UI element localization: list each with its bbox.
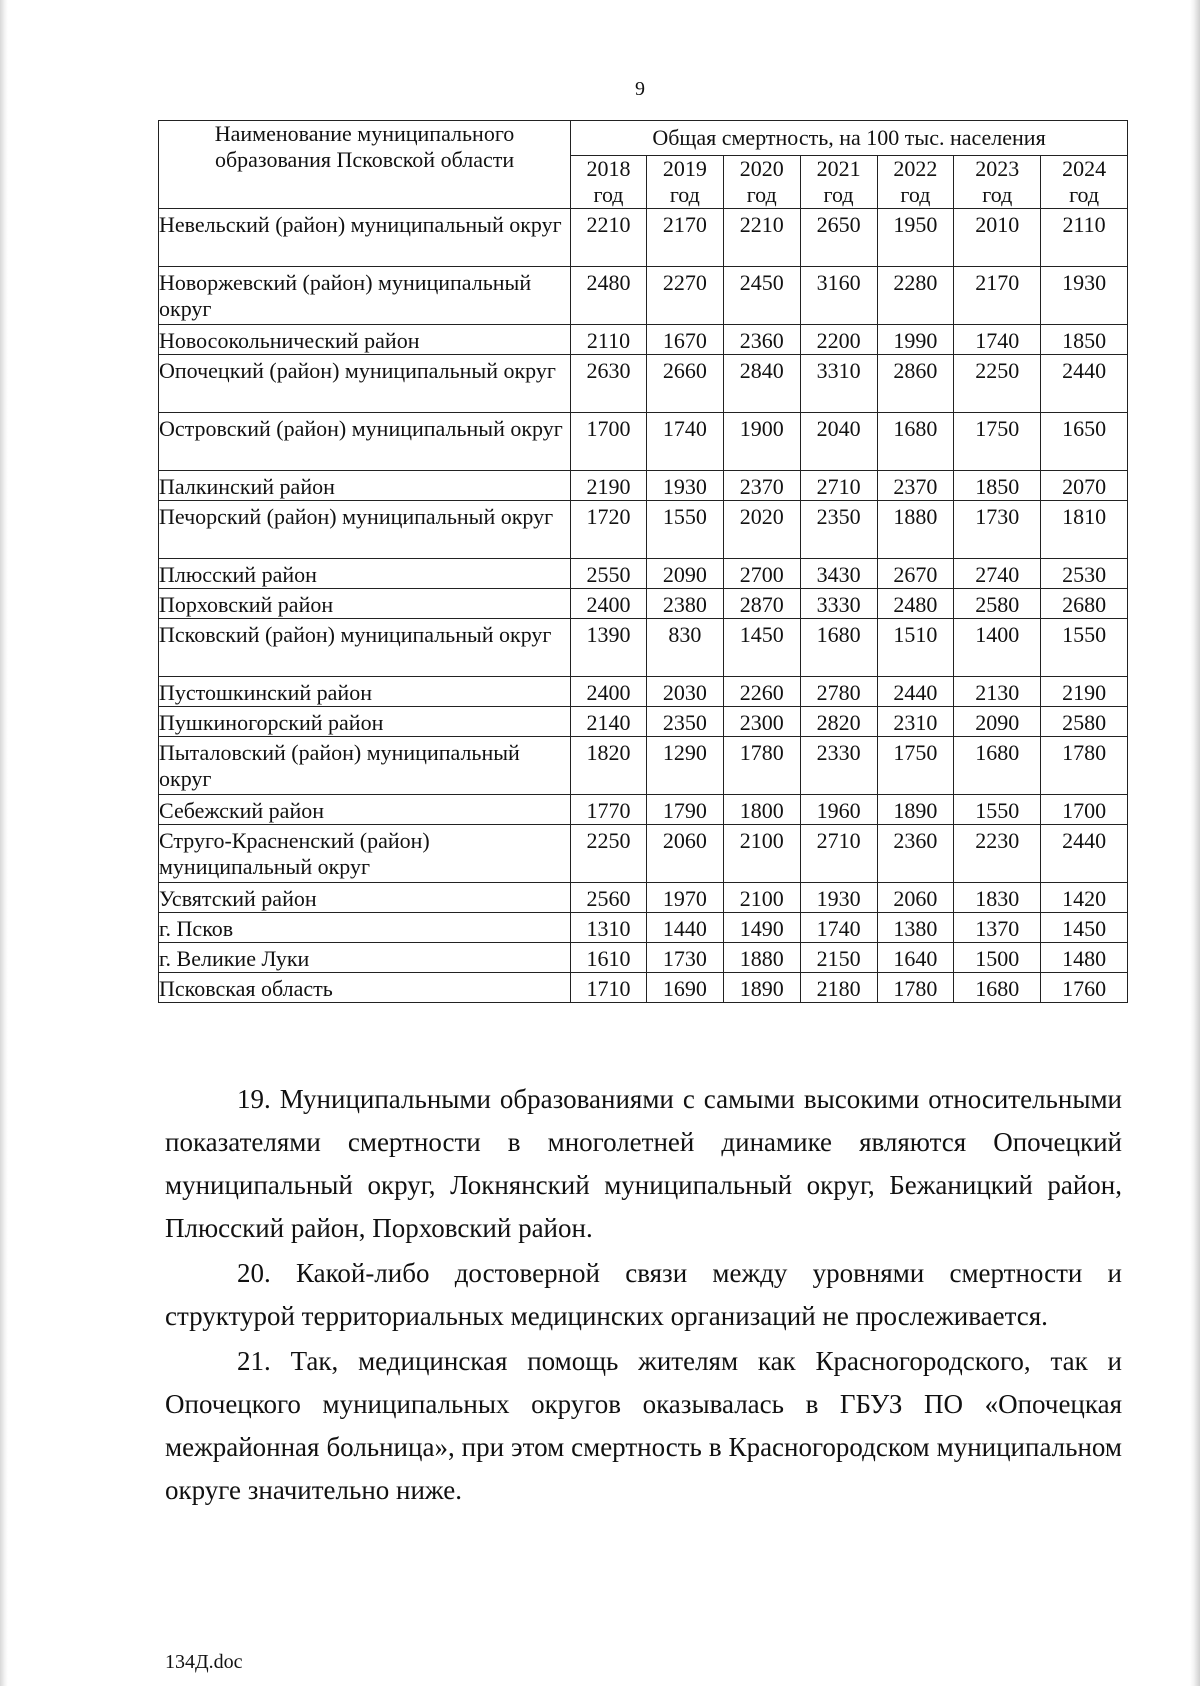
mortality-value-2019: 1730 bbox=[646, 943, 723, 973]
mortality-value-2020: 2260 bbox=[723, 677, 800, 707]
table-row bbox=[159, 619, 1128, 677]
mortality-value-2023: 2250 bbox=[954, 355, 1041, 413]
paragraph-21: 21. Так, медицинская помощь жителям как Красногородского, так и Опочецкого муниципальных округов оказывалась в ГБУЗ ПО «Опочецкая межрайонная больница», при этом смертность в Красногородском муниципальном округе значительно ниже. bbox=[165, 1346, 1122, 1505]
scan-edge-right bbox=[1190, 0, 1200, 1686]
year-suffix: год bbox=[1069, 182, 1100, 207]
municipality-name: Опочецкий (район) муниципальный округ bbox=[159, 355, 571, 413]
mortality-value-2018: 2560 bbox=[571, 883, 647, 913]
mortality-value-2019: 1690 bbox=[646, 973, 723, 1003]
mortality-value-2019: 2060 bbox=[646, 825, 723, 883]
mortality-value-2019: 1550 bbox=[646, 501, 723, 559]
municipality-name: Псковская область bbox=[159, 973, 571, 1003]
mortality-value-2018: 1700 bbox=[571, 413, 647, 471]
mortality-value-2020: 2700 bbox=[723, 559, 800, 589]
paragraph-19: 19. Муниципальными образованиями с самыми высокими относительными показателями смертности в многолетней динамике являются Опочецкий муниципальный округ, Локнянский муниципальный округ, Бежаницкий район, Плюсский район, Порховский район. bbox=[165, 1084, 1122, 1243]
mortality-value-2019: 2030 bbox=[646, 677, 723, 707]
mortality-value-2019: 1930 bbox=[646, 471, 723, 501]
year-label: 2020 bbox=[739, 156, 784, 181]
mortality-value-2018: 2140 bbox=[571, 707, 647, 737]
mortality-value-2020: 2840 bbox=[723, 355, 800, 413]
table-row bbox=[159, 559, 1128, 589]
mortality-value-2020: 1890 bbox=[723, 973, 800, 1003]
table-row bbox=[159, 883, 1128, 913]
mortality-value-2024: 1420 bbox=[1041, 883, 1128, 913]
mortality-value-2018: 2210 bbox=[571, 209, 647, 267]
mortality-value-2022: 1380 bbox=[877, 913, 954, 943]
mortality-value-2023: 1680 bbox=[954, 737, 1041, 795]
mortality-value-2022: 2310 bbox=[877, 707, 954, 737]
mortality-value-2020: 2300 bbox=[723, 707, 800, 737]
table-row bbox=[159, 737, 1128, 795]
mortality-value-2019: 2170 bbox=[646, 209, 723, 267]
mortality-value-2022: 2060 bbox=[877, 883, 954, 913]
mortality-value-2019: 2270 bbox=[646, 267, 723, 325]
table-row bbox=[159, 355, 1128, 413]
mortality-value-2021: 2330 bbox=[800, 737, 877, 795]
mortality-value-2022: 2860 bbox=[877, 355, 954, 413]
mortality-value-2024: 1930 bbox=[1041, 267, 1128, 325]
page-number: 9 bbox=[635, 78, 645, 100]
year-header-2019 bbox=[646, 156, 723, 209]
mortality-value-2021: 2710 bbox=[800, 825, 877, 883]
mortality-value-2021: 1680 bbox=[800, 619, 877, 677]
name-column-header: Наименование муниципального образования Псковской области bbox=[159, 121, 571, 209]
table-row bbox=[159, 589, 1128, 619]
mortality-value-2019: 1440 bbox=[646, 913, 723, 943]
year-suffix: год bbox=[593, 182, 624, 207]
paragraph-20: 20. Какой-либо достоверной связи между уровнями смертности и структурой территориальных медицинских организаций не прослеживается. bbox=[165, 1258, 1122, 1331]
mortality-value-2023: 2740 bbox=[954, 559, 1041, 589]
mortality-value-2020: 2100 bbox=[723, 883, 800, 913]
municipality-name: Пустошкинский район bbox=[159, 677, 571, 707]
year-suffix: год bbox=[746, 182, 777, 207]
table-row bbox=[159, 325, 1128, 355]
mortality-value-2018: 2480 bbox=[571, 267, 647, 325]
table-row bbox=[159, 825, 1128, 883]
mortality-value-2022: 1680 bbox=[877, 413, 954, 471]
mortality-value-2022: 1750 bbox=[877, 737, 954, 795]
mortality-value-2024: 2580 bbox=[1041, 707, 1128, 737]
table-row bbox=[159, 795, 1128, 825]
mortality-value-2024: 2440 bbox=[1041, 825, 1128, 883]
mortality-value-2024: 1850 bbox=[1041, 325, 1128, 355]
mortality-value-2021: 2200 bbox=[800, 325, 877, 355]
municipality-name: Пушкиногорский район bbox=[159, 707, 571, 737]
table-row bbox=[159, 501, 1128, 559]
mortality-value-2024: 1450 bbox=[1041, 913, 1128, 943]
mortality-value-2019: 830 bbox=[646, 619, 723, 677]
mortality-table bbox=[158, 120, 1128, 1003]
municipality-name: г. Великие Луки bbox=[159, 943, 571, 973]
mortality-value-2020: 2100 bbox=[723, 825, 800, 883]
mortality-value-2024: 1700 bbox=[1041, 795, 1128, 825]
year-label: 2022 bbox=[893, 156, 938, 181]
year-header-2022 bbox=[877, 156, 954, 209]
mortality-value-2024: 2530 bbox=[1041, 559, 1128, 589]
mortality-value-2018: 2110 bbox=[571, 325, 647, 355]
mortality-value-2021: 1740 bbox=[800, 913, 877, 943]
municipality-name: Пыталовский (район) муниципальный округ bbox=[159, 737, 571, 795]
mortality-value-2022: 1640 bbox=[877, 943, 954, 973]
table-row bbox=[159, 267, 1128, 325]
mortality-value-2024: 1550 bbox=[1041, 619, 1128, 677]
year-header-2024 bbox=[1041, 156, 1128, 209]
mortality-value-2020: 1450 bbox=[723, 619, 800, 677]
year-header-2018 bbox=[571, 156, 647, 209]
mortality-value-2024: 2110 bbox=[1041, 209, 1128, 267]
mortality-value-2023: 1550 bbox=[954, 795, 1041, 825]
year-suffix: год bbox=[823, 182, 854, 207]
municipality-name: Усвятский район bbox=[159, 883, 571, 913]
body-text bbox=[165, 1078, 1122, 1512]
mortality-value-2019: 2380 bbox=[646, 589, 723, 619]
mortality-value-2023: 2230 bbox=[954, 825, 1041, 883]
mortality-value-2024: 1760 bbox=[1041, 973, 1128, 1003]
table-row bbox=[159, 471, 1128, 501]
mortality-value-2022: 1890 bbox=[877, 795, 954, 825]
municipality-name: Плюсский район bbox=[159, 559, 571, 589]
year-label: 2023 bbox=[975, 156, 1020, 181]
municipality-name: Струго-Красненский (район) муниципальный округ bbox=[159, 825, 571, 883]
municipality-name: Палкинский район bbox=[159, 471, 571, 501]
mortality-value-2021: 3160 bbox=[800, 267, 877, 325]
mortality-value-2020: 1800 bbox=[723, 795, 800, 825]
mortality-value-2022: 2360 bbox=[877, 825, 954, 883]
mortality-value-2018: 2190 bbox=[571, 471, 647, 501]
mortality-value-2023: 2010 bbox=[954, 209, 1041, 267]
year-header-2023 bbox=[954, 156, 1041, 209]
mortality-value-2019: 1670 bbox=[646, 325, 723, 355]
mortality-value-2023: 1370 bbox=[954, 913, 1041, 943]
mortality-value-2024: 2190 bbox=[1041, 677, 1128, 707]
mortality-value-2021: 1960 bbox=[800, 795, 877, 825]
mortality-value-2022: 2440 bbox=[877, 677, 954, 707]
mortality-value-2020: 2450 bbox=[723, 267, 800, 325]
mortality-value-2023: 1500 bbox=[954, 943, 1041, 973]
mortality-value-2024: 1810 bbox=[1041, 501, 1128, 559]
year-label: 2021 bbox=[816, 156, 861, 181]
mortality-value-2022: 2280 bbox=[877, 267, 954, 325]
mortality-value-2022: 2480 bbox=[877, 589, 954, 619]
mortality-value-2023: 1400 bbox=[954, 619, 1041, 677]
mortality-value-2022: 1990 bbox=[877, 325, 954, 355]
mortality-value-2018: 2550 bbox=[571, 559, 647, 589]
mortality-value-2018: 1770 bbox=[571, 795, 647, 825]
mortality-value-2021: 2820 bbox=[800, 707, 877, 737]
mortality-value-2020: 2360 bbox=[723, 325, 800, 355]
year-suffix: год bbox=[982, 182, 1013, 207]
mortality-value-2023: 1680 bbox=[954, 973, 1041, 1003]
mortality-value-2023: 2090 bbox=[954, 707, 1041, 737]
mortality-value-2018: 2400 bbox=[571, 589, 647, 619]
municipality-name: Новоржевский (район) муниципальный округ bbox=[159, 267, 571, 325]
mortality-value-2023: 2170 bbox=[954, 267, 1041, 325]
mortality-value-2024: 2440 bbox=[1041, 355, 1128, 413]
mortality-value-2021: 3430 bbox=[800, 559, 877, 589]
mortality-value-2018: 1720 bbox=[571, 501, 647, 559]
mortality-value-2020: 2870 bbox=[723, 589, 800, 619]
table-row bbox=[159, 943, 1128, 973]
mortality-value-2022: 1510 bbox=[877, 619, 954, 677]
year-header-2021 bbox=[800, 156, 877, 209]
mortality-value-2022: 2670 bbox=[877, 559, 954, 589]
mortality-value-2018: 1610 bbox=[571, 943, 647, 973]
mortality-value-2020: 2210 bbox=[723, 209, 800, 267]
municipality-name: Псковский (район) муниципальный округ bbox=[159, 619, 571, 677]
year-suffix: год bbox=[900, 182, 931, 207]
municipality-name: Порховский район bbox=[159, 589, 571, 619]
mortality-value-2022: 1880 bbox=[877, 501, 954, 559]
table-row bbox=[159, 677, 1128, 707]
mortality-value-2022: 1780 bbox=[877, 973, 954, 1003]
mortality-value-2018: 1710 bbox=[571, 973, 647, 1003]
mortality-value-2021: 2350 bbox=[800, 501, 877, 559]
mortality-value-2024: 1480 bbox=[1041, 943, 1128, 973]
mortality-group-header: Общая смертность, на 100 тыс. населения bbox=[571, 121, 1128, 156]
mortality-value-2021: 2040 bbox=[800, 413, 877, 471]
mortality-value-2021: 2710 bbox=[800, 471, 877, 501]
mortality-value-2019: 1290 bbox=[646, 737, 723, 795]
mortality-value-2021: 1930 bbox=[800, 883, 877, 913]
mortality-value-2019: 2660 bbox=[646, 355, 723, 413]
mortality-value-2021: 3310 bbox=[800, 355, 877, 413]
year-label: 2019 bbox=[662, 156, 707, 181]
table-row bbox=[159, 209, 1128, 267]
mortality-value-2020: 2020 bbox=[723, 501, 800, 559]
mortality-value-2023: 2580 bbox=[954, 589, 1041, 619]
mortality-value-2019: 2090 bbox=[646, 559, 723, 589]
mortality-value-2023: 1850 bbox=[954, 471, 1041, 501]
municipality-name: Новосокольнический район bbox=[159, 325, 571, 355]
municipality-name: Островский (район) муниципальный округ bbox=[159, 413, 571, 471]
mortality-value-2019: 1970 bbox=[646, 883, 723, 913]
municipality-name: Себежский район bbox=[159, 795, 571, 825]
mortality-value-2021: 2650 bbox=[800, 209, 877, 267]
mortality-value-2024: 2680 bbox=[1041, 589, 1128, 619]
mortality-value-2020: 1490 bbox=[723, 913, 800, 943]
table-row bbox=[159, 913, 1128, 943]
municipality-name: Невельский (район) муниципальный округ bbox=[159, 209, 571, 267]
mortality-value-2024: 2070 bbox=[1041, 471, 1128, 501]
mortality-value-2018: 1310 bbox=[571, 913, 647, 943]
mortality-value-2020: 2370 bbox=[723, 471, 800, 501]
mortality-value-2022: 2370 bbox=[877, 471, 954, 501]
mortality-value-2021: 2150 bbox=[800, 943, 877, 973]
mortality-value-2019: 1790 bbox=[646, 795, 723, 825]
year-suffix: год bbox=[669, 182, 700, 207]
table-row bbox=[159, 413, 1128, 471]
scan-edge-left bbox=[0, 0, 8, 1686]
mortality-value-2018: 1820 bbox=[571, 737, 647, 795]
mortality-value-2020: 1780 bbox=[723, 737, 800, 795]
document-filename: 134Д.doc bbox=[165, 1651, 243, 1673]
mortality-value-2023: 2130 bbox=[954, 677, 1041, 707]
mortality-value-2023: 1730 bbox=[954, 501, 1041, 559]
mortality-value-2023: 1830 bbox=[954, 883, 1041, 913]
mortality-value-2024: 1780 bbox=[1041, 737, 1128, 795]
year-label: 2018 bbox=[586, 156, 631, 181]
year-header-2020 bbox=[723, 156, 800, 209]
mortality-value-2018: 1390 bbox=[571, 619, 647, 677]
mortality-value-2021: 3330 bbox=[800, 589, 877, 619]
mortality-value-2018: 2250 bbox=[571, 825, 647, 883]
mortality-value-2024: 1650 bbox=[1041, 413, 1128, 471]
mortality-value-2023: 1750 bbox=[954, 413, 1041, 471]
year-label: 2024 bbox=[1062, 156, 1107, 181]
mortality-value-2019: 1740 bbox=[646, 413, 723, 471]
table-row bbox=[159, 973, 1128, 1003]
mortality-value-2022: 1950 bbox=[877, 209, 954, 267]
mortality-value-2023: 1740 bbox=[954, 325, 1041, 355]
mortality-value-2021: 2780 bbox=[800, 677, 877, 707]
municipality-name: г. Псков bbox=[159, 913, 571, 943]
mortality-value-2019: 2350 bbox=[646, 707, 723, 737]
mortality-value-2020: 1900 bbox=[723, 413, 800, 471]
municipality-name: Печорский (район) муниципальный округ bbox=[159, 501, 571, 559]
table-row bbox=[159, 707, 1128, 737]
mortality-value-2021: 2180 bbox=[800, 973, 877, 1003]
mortality-value-2018: 2630 bbox=[571, 355, 647, 413]
mortality-value-2018: 2400 bbox=[571, 677, 647, 707]
mortality-value-2020: 1880 bbox=[723, 943, 800, 973]
